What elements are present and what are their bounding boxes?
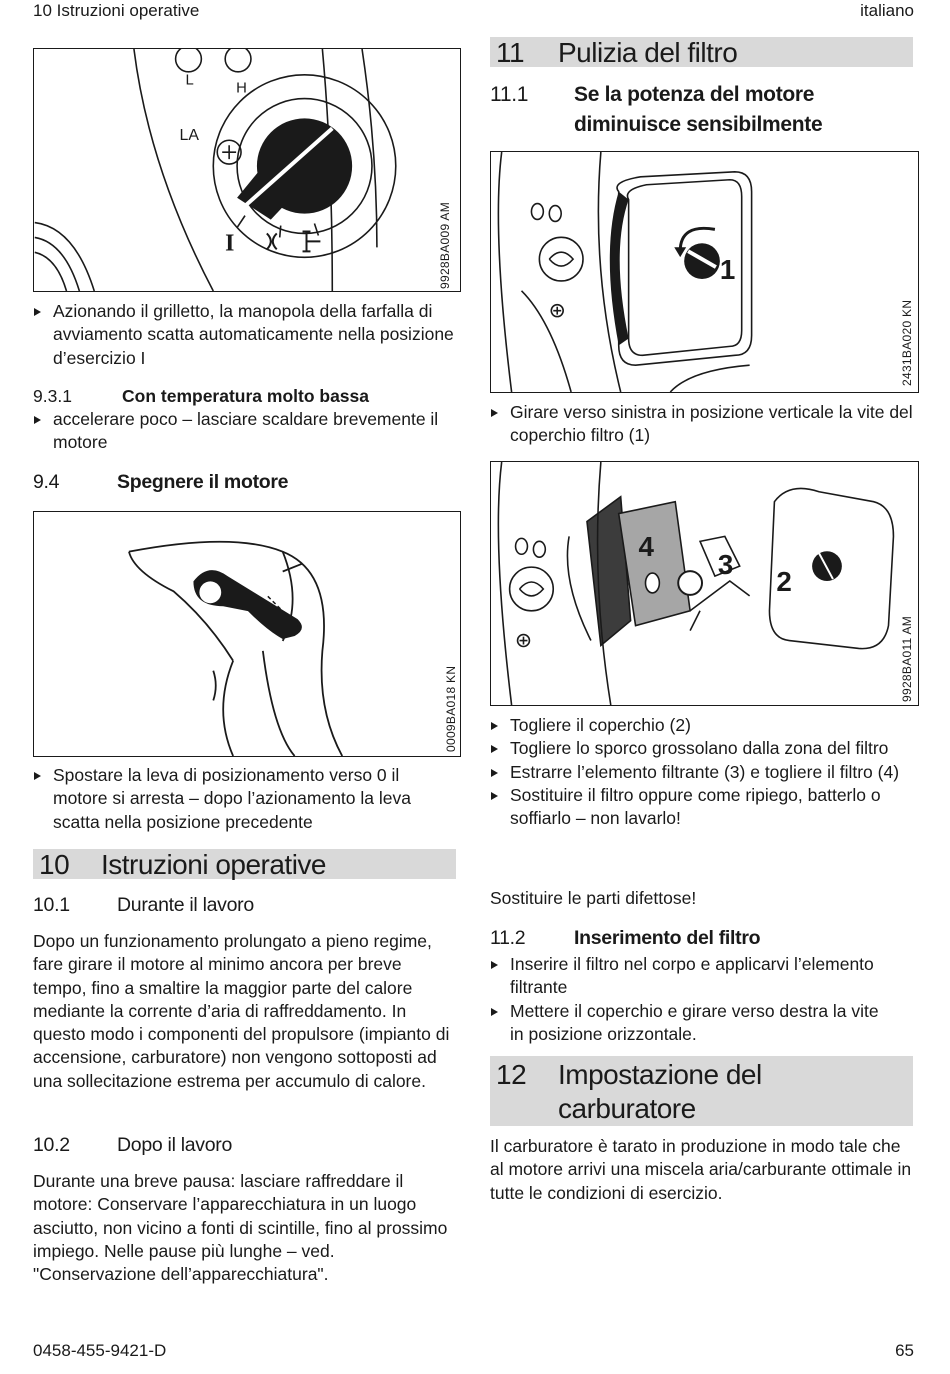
- lever-position-label: I: [282, 612, 288, 627]
- stop-lever-illustration: [34, 512, 460, 756]
- chapter-heading-10: 10 Istruzioni operative: [33, 849, 456, 879]
- list-item: Sostituire il filtro oppure come ripiego, batterlo o soffiarlo – non lavarlo!: [490, 784, 915, 831]
- bullet-marker-icon: [491, 792, 498, 800]
- filter-disassembly-figure: [490, 461, 919, 706]
- list-item: Girare verso sinistra in posizione verticale la vite del coperchio filtro (1): [490, 401, 915, 448]
- filter-cover-screw-figure: [490, 151, 919, 393]
- bullet-list: [490, 714, 915, 830]
- bullet-list: [490, 401, 915, 448]
- running-header-language: italiano: [860, 1, 914, 20]
- bullet-list: [33, 408, 458, 455]
- position-label-l: L: [185, 72, 194, 89]
- position-label-la: LA: [179, 127, 199, 145]
- callout-number: 1: [719, 253, 736, 285]
- callout-number: 3: [717, 549, 734, 581]
- list-item: Spostare la leva di posizionamento verso 0 il motore si arresta – dopo l’azionamento la leva scatta nella posizione precedente: [33, 764, 458, 834]
- figure-code: 2431BA020 KN: [900, 299, 914, 386]
- position-label-h: H: [236, 80, 247, 97]
- callout-number: 2: [776, 565, 792, 597]
- bullet-marker-icon: [491, 769, 498, 777]
- bullet-marker-icon: [34, 772, 41, 780]
- heading-10-1: 10.1 Durante il lavoro: [33, 894, 254, 916]
- bullet-list: [33, 300, 458, 370]
- list-item: accelerare poco – lasciare scaldare brevemente il motore: [33, 408, 458, 455]
- chapter-heading-11: 11 Pulizia del filtro: [490, 37, 913, 67]
- bullet-marker-icon: [491, 961, 498, 969]
- run-position-symbol: I: [225, 230, 235, 257]
- bullet-list: [490, 953, 890, 1046]
- heading-9-3-1: 9.3.1 Con temperatura molto bassa: [33, 386, 369, 406]
- bullet-marker-icon: [491, 745, 498, 753]
- figure-code: 0009BA018 KN: [444, 665, 458, 752]
- bullet-marker-icon: [34, 416, 41, 424]
- document-number: 0458-455-9421-D: [33, 1341, 167, 1360]
- paragraph-10-1: Dopo un funzionamento prolungato a pieno regime, fare girare il motore al minimo ancora per breve tempo, fino a smaltire la maggior parte del calore mediante la corrente d’aria di raffreddamento. In questo modo i componenti del propulsore (impianto di accensione, carburatore) non vengono sottoposti ad una sollecitazione estrema per accumulo di calore.: [33, 931, 450, 1091]
- choke-knob-illustration: [34, 49, 460, 291]
- bullet-marker-icon: [491, 1008, 498, 1016]
- note-text: Sostituire le parti difettose!: [490, 888, 697, 908]
- bullet-marker-icon: [491, 409, 498, 417]
- chapter-heading-12: 12 Impostazione del carburatore: [490, 1056, 913, 1126]
- filter-cover-screw-illustration: [491, 152, 918, 392]
- half-choke-symbol: [267, 233, 277, 249]
- list-item: Estrarre l’elemento filtrante (3) e togliere il filtro (4): [490, 761, 915, 784]
- list-item: Azionando il grilletto, la manopola della farfalla di avviamento scatta automaticamente nella posizione d’esercizio I: [33, 300, 458, 370]
- paragraph-12: Il carburatore è tarato in produzione in modo tale che al motore arrivi una miscela aria/carburante ottimale in tutte le condizioni di esercizio.: [490, 1136, 912, 1203]
- heading-11-1: 11.1 Se la potenza del motore diminuisce sensibilmente: [490, 83, 823, 136]
- list-item: Inserire il filtro nel corpo e applicarvi l’elemento filtrante: [490, 953, 890, 1000]
- bullet-marker-icon: [34, 308, 41, 316]
- choke-knob-figure: [33, 48, 461, 292]
- figure-code: 9928BA011 AM: [900, 615, 914, 702]
- list-item: Togliere il coperchio (2): [490, 714, 915, 737]
- list-item: Togliere lo sporco grossolano dalla zona del filtro: [490, 737, 915, 760]
- heading-11-2: 11.2 Inserimento del filtro: [490, 927, 761, 949]
- list-item: Mettere il coperchio e girare verso destra la vite in posizione orizzontale.: [490, 1000, 890, 1047]
- page-number: 65: [895, 1341, 914, 1360]
- figure-code: 9928BA009 AM: [438, 202, 452, 289]
- bullet-marker-icon: [491, 722, 498, 730]
- paragraph-10-2: Durante una breve pausa: lasciare raffreddare il motore: Conservare l’apparecchiatura in un luogo asciutto, non vicino a fonti di scintille, fino al prossimo impiego. Nelle pause più lunghe – ved. "Conservazione dell’apparecchiatura".: [33, 1171, 448, 1285]
- bullet-list: [33, 764, 458, 834]
- stop-lever-figure: [33, 511, 461, 757]
- callout-number: 4: [638, 531, 654, 563]
- running-header-section: 10 Istruzioni operative: [33, 1, 200, 20]
- heading-10-2: 10.2 Dopo il lavoro: [33, 1134, 233, 1156]
- heading-9-4: 9.4 Spegnere il motore: [33, 471, 289, 493]
- filter-disassembly-illustration: [491, 462, 918, 705]
